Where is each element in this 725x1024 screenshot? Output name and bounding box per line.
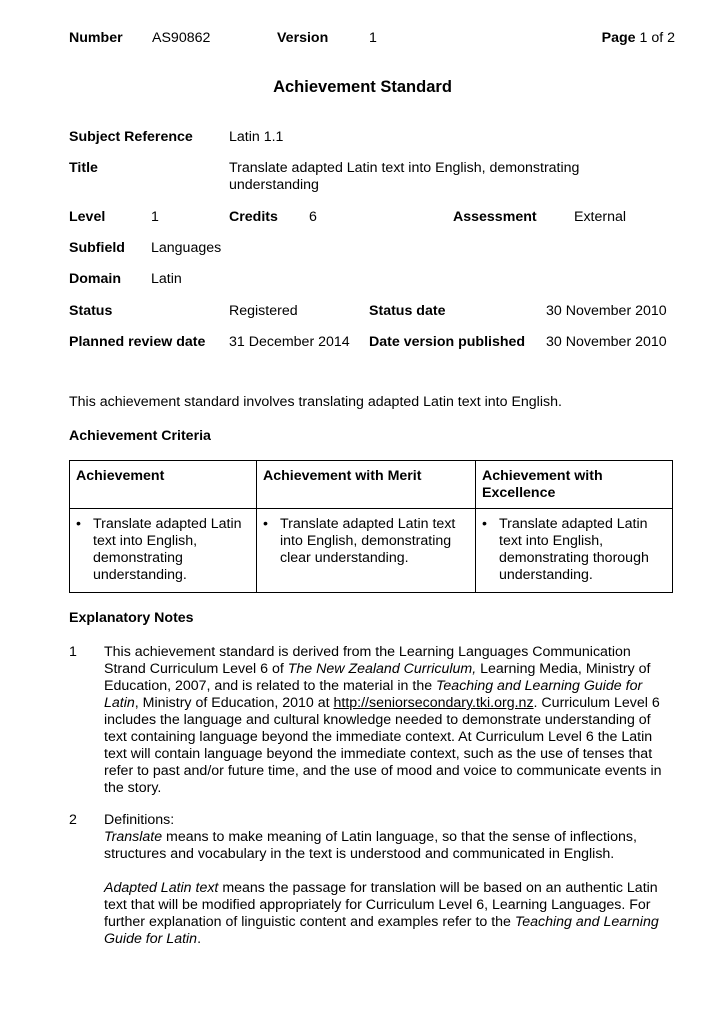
criteria-row — [70, 509, 673, 593]
domain-value: Latin — [151, 271, 182, 287]
page-label: Page — [601, 30, 636, 46]
credits-label: Credits — [229, 209, 278, 225]
number-label: Number — [69, 30, 123, 46]
note-1-number: 1 — [69, 644, 77, 660]
criteria-header-achievement: Achievement — [70, 461, 257, 509]
title-value-line2: understanding — [229, 177, 319, 193]
note-1-part: This achievement standard is derived from the Learning Languages Communication Strand Curriculum Level 6 of — [104, 644, 631, 677]
criteria-heading: Achievement Criteria — [69, 428, 211, 444]
criteria-cell-merit — [257, 509, 476, 593]
title-label: Title — [69, 160, 98, 176]
note-1-guide-title: Teaching and Learning Guide for Latin — [104, 678, 643, 711]
definition-translate — [104, 829, 664, 863]
page-indicator — [602, 30, 675, 47]
version-value: 1 — [369, 30, 377, 46]
criteria-header-merit: Achievement with Merit — [257, 461, 476, 509]
definition-body: means the passage for translation will be based on an authentic Latin text that will be modified appropriately for Curriculum Level 6, Learning Languages. For further explanation of linguistic content and examples refer to the — [104, 880, 658, 930]
planned-review-label: Planned review date — [69, 334, 206, 350]
note-1-text — [104, 644, 664, 797]
date-published-value: 30 November 2010 — [546, 334, 667, 350]
title-value-line1: Translate adapted Latin text into English, demonstrating — [229, 160, 580, 176]
definition-body: means to make meaning of Latin language, so that the sense of inflections, structures and vocabulary in the text is understood and communicated in English. — [104, 829, 637, 862]
subfield-value: Languages — [151, 240, 222, 256]
note-2-number: 2 — [69, 812, 77, 828]
tki-link[interactable]: http://seniorsecondary.tki.org.nz — [333, 695, 534, 711]
criteria-text-achievement: Translate adapted Latin text into English, demonstrating understanding. — [93, 516, 242, 583]
note-1-part: Learning Media, Ministry of Education, 2007, and is related to the material in the — [104, 661, 651, 694]
note-2-text — [104, 812, 664, 948]
definition-end: . — [197, 931, 202, 947]
note-1-part: , Ministry of Education, 2010 at — [134, 695, 334, 711]
guide-reference: Teaching and Learning Guide for Latin — [104, 914, 659, 947]
status-date-value: 30 November 2010 — [546, 303, 667, 319]
document-title: Achievement Standard — [273, 78, 452, 96]
status-label: Status — [69, 303, 113, 319]
date-published-label: Date version published — [369, 334, 526, 350]
definition-term: Translate — [104, 829, 163, 845]
definitions-intro: Definitions: — [104, 812, 175, 828]
criteria-cell-excellence — [476, 509, 673, 593]
criteria-cell-achievement — [70, 509, 257, 593]
criteria-header-excellence: Achievement with Excellence — [476, 461, 673, 509]
criteria-table — [69, 460, 673, 593]
bullet-icon: • — [76, 516, 81, 532]
note-1-curriculum-title: The New Zealand Curriculum, — [287, 661, 477, 677]
subject-reference-value: Latin 1.1 — [229, 129, 284, 145]
page-value: 1 of 2 — [639, 30, 675, 46]
number-value: AS90862 — [152, 30, 211, 46]
domain-label: Domain — [69, 271, 122, 287]
status-value: Registered — [229, 303, 298, 319]
intro-paragraph: This achievement standard involves translating adapted Latin text into English. — [69, 394, 562, 410]
credits-value: 6 — [309, 209, 317, 225]
definition-adapted-text — [104, 880, 664, 948]
criteria-text-excellence: Translate adapted Latin text into English, demonstrating thorough understanding. — [499, 516, 649, 583]
explanatory-notes-heading: Explanatory Notes — [69, 610, 194, 626]
definition-term: Adapted Latin text — [104, 880, 219, 896]
bullet-icon: • — [263, 516, 268, 532]
assessment-label: Assessment — [453, 209, 537, 225]
level-value: 1 — [151, 209, 159, 225]
note-1-part: . Curriculum Level 6 includes the language and cultural knowledge needed to demonstrate understanding of text containing language beyond the immediate context. At Curriculum Level 6 the Latin text will contain language beyond the immediate context, such as the use of tenses that refer to past and/or future time, and the use of mood and voice to communicate events in the story. — [104, 695, 662, 796]
version-label: Version — [277, 30, 329, 46]
criteria-text-merit: Translate adapted Latin text into English, demonstrating clear understanding. — [280, 516, 456, 566]
status-date-label: Status date — [369, 303, 446, 319]
subject-reference-label: Subject Reference — [69, 129, 193, 145]
subfield-label: Subfield — [69, 240, 125, 256]
bullet-icon: • — [482, 516, 487, 532]
assessment-value: External — [574, 209, 627, 225]
level-label: Level — [69, 209, 106, 225]
criteria-header-row — [70, 461, 673, 509]
planned-review-value: 31 December 2014 — [229, 334, 350, 350]
